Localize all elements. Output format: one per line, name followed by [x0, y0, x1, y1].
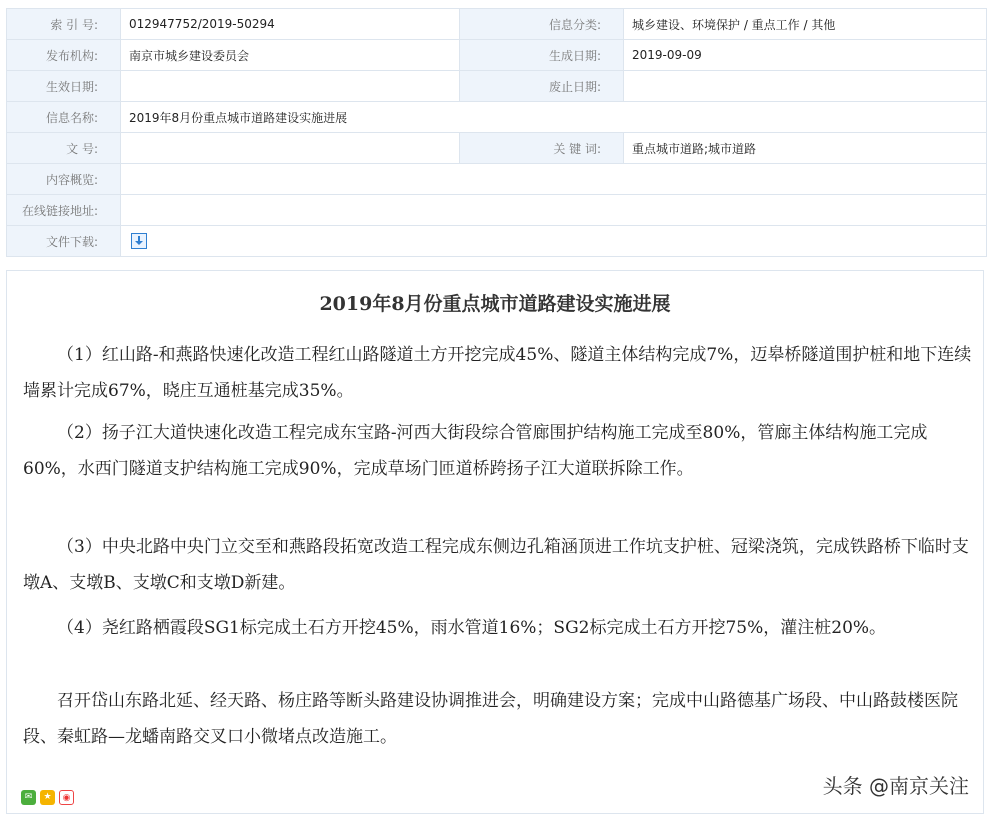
paragraph-3: （3）中央北路中央门立交至和燕路段拓宽改造工程完成东侧边孔箱涵顶进工作坑支护桩、冠梁浇筑，完成铁路桥下临时支墩A、支墩B、支墩C和支墩D新建。 [23, 537, 969, 593]
row-index [7, 9, 987, 40]
effective-label: 生效日期: [7, 71, 121, 102]
doc-no-label: 文 号: [7, 133, 121, 164]
keywords-value: 重点城市道路;城市道路 [624, 133, 987, 164]
download-icon[interactable] [131, 233, 147, 249]
row-publisher [7, 40, 987, 71]
qzone-icon[interactable]: ★ [40, 790, 55, 805]
weibo-icon[interactable]: ◉ [59, 790, 74, 805]
row-link [7, 195, 987, 226]
category-label: 信息分类: [460, 9, 624, 40]
row-name [7, 102, 987, 133]
index-label: 索 引 号: [7, 9, 121, 40]
name-value: 2019年8月份重点城市道路建设实施进展 [121, 102, 987, 133]
row-effective [7, 71, 987, 102]
doc-no-value [121, 133, 460, 164]
watermark-text: 头条 @南京关注 [822, 774, 969, 798]
paragraph-5: 召开岱山东路北延、经天路、杨庄路等断头路建设协调推进会，明确建设方案；完成中山路德基广场段、中山路鼓楼医院段、秦虹路—龙蟠南路交叉口小微堵点改造施工。 [23, 691, 958, 747]
download-label: 文件下载: [7, 226, 121, 257]
paragraph-1: （1）红山路-和燕路快速化改造工程红山路隧道土方开挖完成45%、隧道主体结构完成7%，迈皋桥隧道围护桩和地下连续墙累计完成67%，晓庄互通桩基完成35%。 [23, 345, 972, 401]
index-value: 012947752/2019-50294 [121, 9, 460, 40]
paragraph-4: （4）尧红路栖霞段SG1标完成土石方开挖45%，雨水管道16%；SG2标完成土石方开挖75%，灌注桩20%。 [57, 618, 887, 638]
link-value [121, 195, 987, 226]
created-value: 2019-09-09 [624, 40, 987, 71]
keywords-label: 关 键 词: [460, 133, 624, 164]
link-label: 在线链接地址: [7, 195, 121, 226]
paragraph-2: （2）扬子江大道快速化改造工程完成东宝路-河西大街段综合管廊围护结构施工完成至80%，管廊主体结构施工完成60%，水西门隧道支护结构施工完成90%，完成草场门匝道桥跨扬子江大道联拆除工作。 [23, 423, 928, 479]
wechat-icon[interactable]: ✉ [21, 790, 36, 805]
publisher-label: 发布机构: [7, 40, 121, 71]
share-bar [21, 790, 74, 805]
row-doc-no [7, 133, 987, 164]
category-value: 城乡建设、环境保护 / 重点工作 / 其他 [624, 9, 987, 40]
summary-label: 内容概览: [7, 164, 121, 195]
article-panel [6, 270, 984, 814]
row-download [7, 226, 987, 257]
summary-value [121, 164, 987, 195]
article-title: 2019年8月份重点城市道路建设实施进展 [319, 293, 671, 315]
created-label: 生成日期: [460, 40, 624, 71]
row-summary [7, 164, 987, 195]
effective-value [121, 71, 460, 102]
publisher-value: 南京市城乡建设委员会 [121, 40, 460, 71]
expired-value [624, 71, 987, 102]
name-label: 信息名称: [7, 102, 121, 133]
info-table [6, 8, 987, 257]
download-cell [121, 226, 987, 257]
expired-label: 废止日期: [460, 71, 624, 102]
